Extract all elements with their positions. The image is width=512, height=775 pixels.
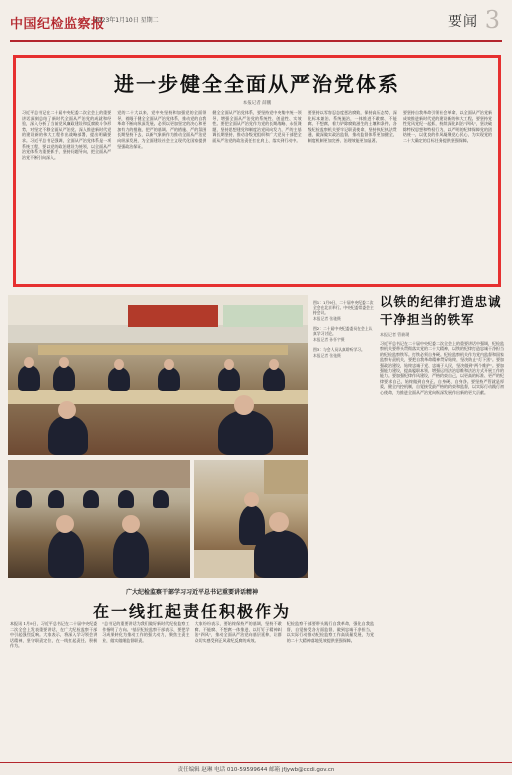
meeting-photo-2 (8, 460, 190, 578)
main-article-title: 进一步健全全面从严治党体系 (114, 72, 400, 96)
caption-credit: 本报记者 孙怀宇摄 (313, 337, 345, 342)
photo-caption-2 (313, 326, 375, 342)
photo-group (8, 295, 308, 585)
bottom-article-kicker: 广大纪检监察干部学习习近平总书记重要讲话精神 (125, 589, 258, 596)
article-column: 习近平总书记在二十届中央纪委二次全会上的重要讲话深刻总结了新时代全面从严治党的成就和经验，深入分析了当前党风廉政建设和反腐败斗争形势，对坚定不移全面从严治党、深入推进新时代党的建设新的伟大工程作出战略部署，提出明确要求。习近平总书记强调，全面从严治党体系是一项系统工程，要以党的政治建设为统领，以全面从严治党体系为重要抓手，坚持问题导向，把全面从严治党不断引向深入。 (22, 110, 112, 160)
article-column: "总书记的重要讲话为我们做好新时代纪检监察工作指明了方向。"基层纪检监察干部表示，要把学习成果转化为推动工作的强大动力，聚焦主责主业，做实做细监督职责。 (102, 621, 190, 643)
main-article-body (22, 110, 492, 280)
feature-article-byline: 本报记者 管筱璞 (380, 332, 410, 337)
page-number: 3 (484, 6, 500, 34)
article-column: 大家纷纷表示，要始终保持严的基调，坚持不敢腐、不能腐、不想腐一体推进，以钉钉子精神纠治"四风"，推动全面从严治党向基层延伸，让群众切实感受到正风肃纪反腐的成效。 (194, 621, 282, 643)
meeting-photo-1 (8, 295, 308, 455)
meeting-photo-3 (194, 460, 308, 578)
newspaper-logo: 中国纪检监察报 (10, 17, 105, 32)
bottom-article-body (10, 621, 374, 761)
article-column: 党的二十大以来，党中央坚持和加强党的全面领导，着眼于健全全面从严治党体系，推动党的自我革命不断向纵深发展。必须以更加坚定的决心和更加有力的措施，把严的基调、严的措施、严的氛围长期坚持下去，以新气象新作为推动全面从严治党向纵深发展，为全面建设社会主义现代化国家提供坚强政治保证。 (117, 110, 207, 149)
feature-article-body: 习近平总书记在二十届中央纪委二次全会上的重要讲话中强调，纪检监察机关要带头贯彻落实党的二十大精神，以铁的纪律打造忠诚干净担当的纪检监察铁军。打铁必须自身硬。纪检监察机关作为党内监督和国家监察专责机关，要把自我革命精神贯穿始终，坚决防止"灯下黑"。要加强政治建设，始终忠诚于党、忠诚于人民，坚决做到"两个维护"。要加强能力建设，提高履职本领，增强运用法治思维和法治方式开展工作的能力。要加强纪律作风建设，严格约束自己，以更高的标准、更严的纪律要求自己，始终做到自身正、自身硬、自身净。要坚持严管就是厚爱，健全内控机制，自觉接受最严格的约束和监督，以实际行动践行初心使命，为推进全面从严治党向纵深发展作出新的更大贡献。 (380, 341, 504, 395)
bottom-article[interactable] (8, 587, 376, 757)
issue-date: 2023年1月10日 星期二 (94, 17, 159, 24)
photo-caption-1 (313, 300, 375, 321)
main-article-byline: 本报记者 薛鹏 (242, 101, 272, 106)
bottom-article-title: 在一线扛起责任积极作为 (92, 602, 291, 621)
page-footer (0, 762, 512, 775)
caption-text: 图1：1月9日，二十届中央纪委二次全会在北京举行。中央纪委常委会主持会议。 (313, 300, 374, 315)
photo-captions (313, 300, 375, 460)
article-column: 纪检监察干部要带头践行自我革命，强化自我监督，自觉接受各方面监督，做到忠诚干净担当，以实际行动推动纪检监察工作高质量发展，为党的二十大精神落地见效提供坚强保障。 (286, 621, 374, 643)
feature-article-title: 以铁的纪律打造忠诚干净担当的铁军 (380, 294, 502, 327)
caption-credit: 本报记者 张驰摄 (313, 316, 341, 321)
main-article[interactable] (13, 55, 501, 287)
photo-caption-3 (313, 347, 375, 358)
caption-text: 图2：二十届中央纪委委员在会上认真学习讨论。 (313, 326, 373, 336)
feature-article[interactable] (380, 293, 504, 773)
caption-text: 图3：与会人员认真聆听学习。 (313, 347, 365, 352)
masthead (10, 4, 502, 42)
footer-text: 责任编辑 赵琳 电话 010-59599644 邮箱 jfjywb@ccdi.gov.cn (177, 767, 335, 773)
article-column: 健全全面从严治党体系，要坚持党中央集中统一领导，增强全面从严治党的系统性、创造性、实效性。要把全面从严治党作为党的长期战略、永恒课题，坚持思想建党和制度治党同向发力，严的主基调长期坚持，推动各级党组织和广大党员干部把全面从严治党的政治责任扛在肩上、落实到行动中。 (212, 110, 302, 143)
caption-credit: 本报记者 张弛摄 (313, 353, 341, 358)
article-column: 要坚持自我革命引领社会革命，以全面从严治党新成效推进新时代党的建设新的伟大工程。要坚持党性党风党纪一起抓，持续深化纠治"四风"，坚决破除特权思想和特权行为，以严明的纪律保障党的团结统一，以优良的作风凝聚党心民心，为实现党的二十大确定的目标任务提供坚强保障。 (402, 110, 493, 143)
section-name: 要闻 (448, 14, 478, 30)
article-column: 要坚持以零容忍态度惩治腐败，保持高压态势，深化标本兼治、系统施治，一体推进不敢腐、不能腐、不想腐，着力铲除腐败滋生的土壤和条件。各级纪检监察机关要牢记职责使命，坚持执纪执法贯通，做深做实政治监督，推动监督体系更加健全、制度机制更加完善、治理效能更加显著。 (307, 110, 397, 143)
article-column: 本报讯 1月9日，习近平总书记在二十届中央纪委二次全会上发表重要讲话，在广大纪检监察干部中引起强烈反响。大家表示，将深入学习领会讲话精神，坚守职责定位，在一线扛起责任、积极作为。 (10, 621, 98, 649)
